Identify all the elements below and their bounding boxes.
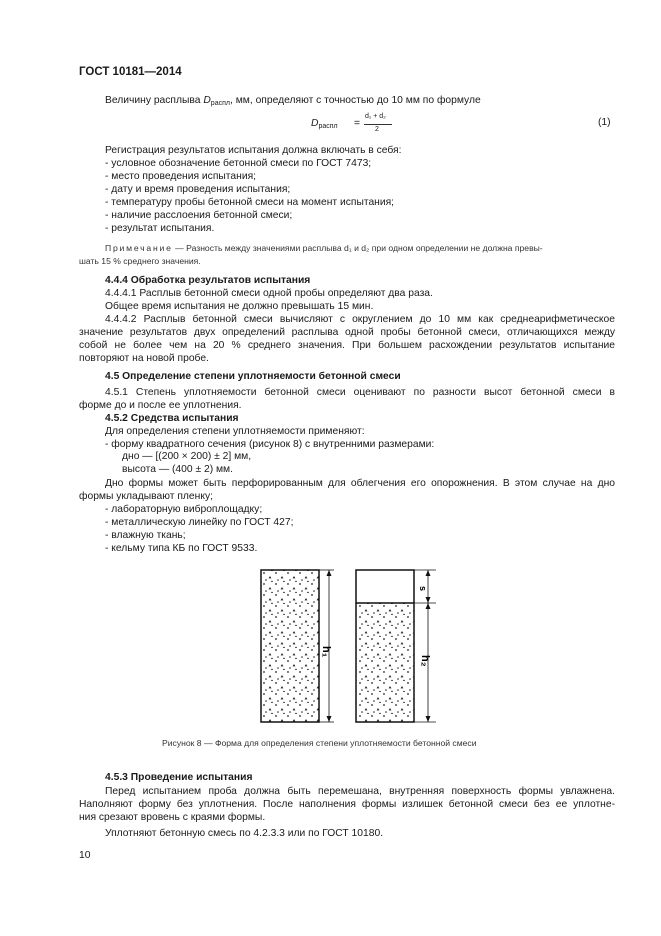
list-item: - влажную ткань; xyxy=(105,530,186,541)
note-label: Примечание xyxy=(105,243,173,253)
fraction-bar xyxy=(364,124,392,125)
paragraph-line: форме до и после ее уплотнения. xyxy=(79,400,242,411)
section-heading-444: 4.4.4 Обработка результатов испытания xyxy=(105,275,311,286)
list-item: - кельму типа КБ по ГОСТ 9533. xyxy=(105,543,258,554)
list-item: - наличие расслоения бетонной смеси; xyxy=(105,210,293,221)
formula: $D_{распл}$ = d₁ + d₂ 2 xyxy=(311,113,391,137)
paragraph-line: формы укладывают пленку; xyxy=(79,491,213,502)
section-heading-452: 4.5.2 Средства испытания xyxy=(105,413,239,424)
paragraph-line: повторяют на новой пробе. xyxy=(79,353,209,364)
list-item: - место проведения испытания; xyxy=(105,171,257,182)
formula-intro: Величину расплыва $D_{распл}$, мм, определяют с точностью до 10 мм по формуле xyxy=(105,95,481,107)
paragraph: Общее время испытания не должно превышать 15 мин. xyxy=(105,301,374,312)
formula-number: (1) xyxy=(598,117,611,128)
formula-denominator: 2 xyxy=(375,126,379,133)
paragraph-line: 4.4.4.2 Расплыв бетонной смеси вычисляют с округлением до 10 мм как среднеарифметическое xyxy=(105,314,615,325)
list-item: - температуру пробы бетонной смеси на момент испытания; xyxy=(105,197,395,208)
label-h1: h₁ xyxy=(320,646,332,658)
document-header: ГОСТ 10181—2014 xyxy=(79,66,182,78)
figure-caption: Рисунок 8 — Форма для определения степени уплотняемости бетонной смеси xyxy=(162,738,477,748)
list-item: - результат испытания. xyxy=(105,223,215,234)
note-line-1: Примечание — Разность между значениями расплыва d₁ и d₂ при одном определении не должна превы- xyxy=(105,243,543,253)
section-heading-45: 4.5 Определение степени уплотняемости бетонной смеси xyxy=(105,371,401,382)
list-item: - дату и время проведения испытания; xyxy=(105,184,291,195)
paragraph: Уплотняют бетонную смесь по 4.2.3.3 или по ГОСТ 10180. xyxy=(105,828,384,839)
list-item: - лабораторную виброплощадку; xyxy=(105,504,263,515)
paragraph-line: Дно формы может быть перфорированным для облегчения его опорожнения. В этом случае на дно xyxy=(105,478,615,489)
figure-8-drawing xyxy=(250,560,450,730)
dimension-bottom: дно — [(200 × 200) ± 2] мм, xyxy=(122,451,252,462)
page-number: 10 xyxy=(79,850,91,861)
label-h2: h₂ xyxy=(419,655,431,667)
list-item: - металлическую линейку по ГОСТ 427; xyxy=(105,517,294,528)
section-heading-453: 4.5.3 Проведение испытания xyxy=(105,772,253,783)
paragraph-line: Перед испытанием проба должна быть перемешана, внутренняя поверхность формы увлажнена. xyxy=(105,786,615,797)
paragraph-line: Наполняют форму без уплотнения. После наполнения формы излишек бетонной смеси без ее уплотне- xyxy=(79,799,615,810)
formula-numerator: d₁ + d₂ xyxy=(365,113,386,120)
label-s: s xyxy=(418,586,428,592)
list-item: - форму квадратного сечения (рисунок 8) с внутренними размерами: xyxy=(105,439,435,450)
paragraph-line: 4.5.1 Степень уплотняемости бетонной смеси оценивают по разности высот бетонной смеси в xyxy=(105,387,615,398)
form-before-compaction xyxy=(261,570,319,722)
list-item: - условное обозначение бетонной смеси по ГОСТ 7473; xyxy=(105,158,372,169)
paragraph-line: ния срезают вровень с краями формы. xyxy=(79,812,266,823)
note-line-2: шать 15 % среднего значения. xyxy=(79,256,201,266)
dimension-height: высота — (400 ± 2) мм. xyxy=(122,464,233,475)
paragraph: Для определения степени уплотняемости применяют: xyxy=(105,426,365,437)
paragraph-line: значение результатов двух определений расплыва одной пробы бетонной смеси, отличающихся между xyxy=(79,327,615,338)
registration-intro: Регистрация результатов испытания должна включать в себя: xyxy=(105,145,402,156)
paragraph: 4.4.4.1 Расплыв бетонной смеси одной пробы определяют два раза. xyxy=(105,288,433,299)
paragraph-line: собой не более чем на 20 % среднего значения. При большем расхождении результатов испытание xyxy=(79,340,615,351)
